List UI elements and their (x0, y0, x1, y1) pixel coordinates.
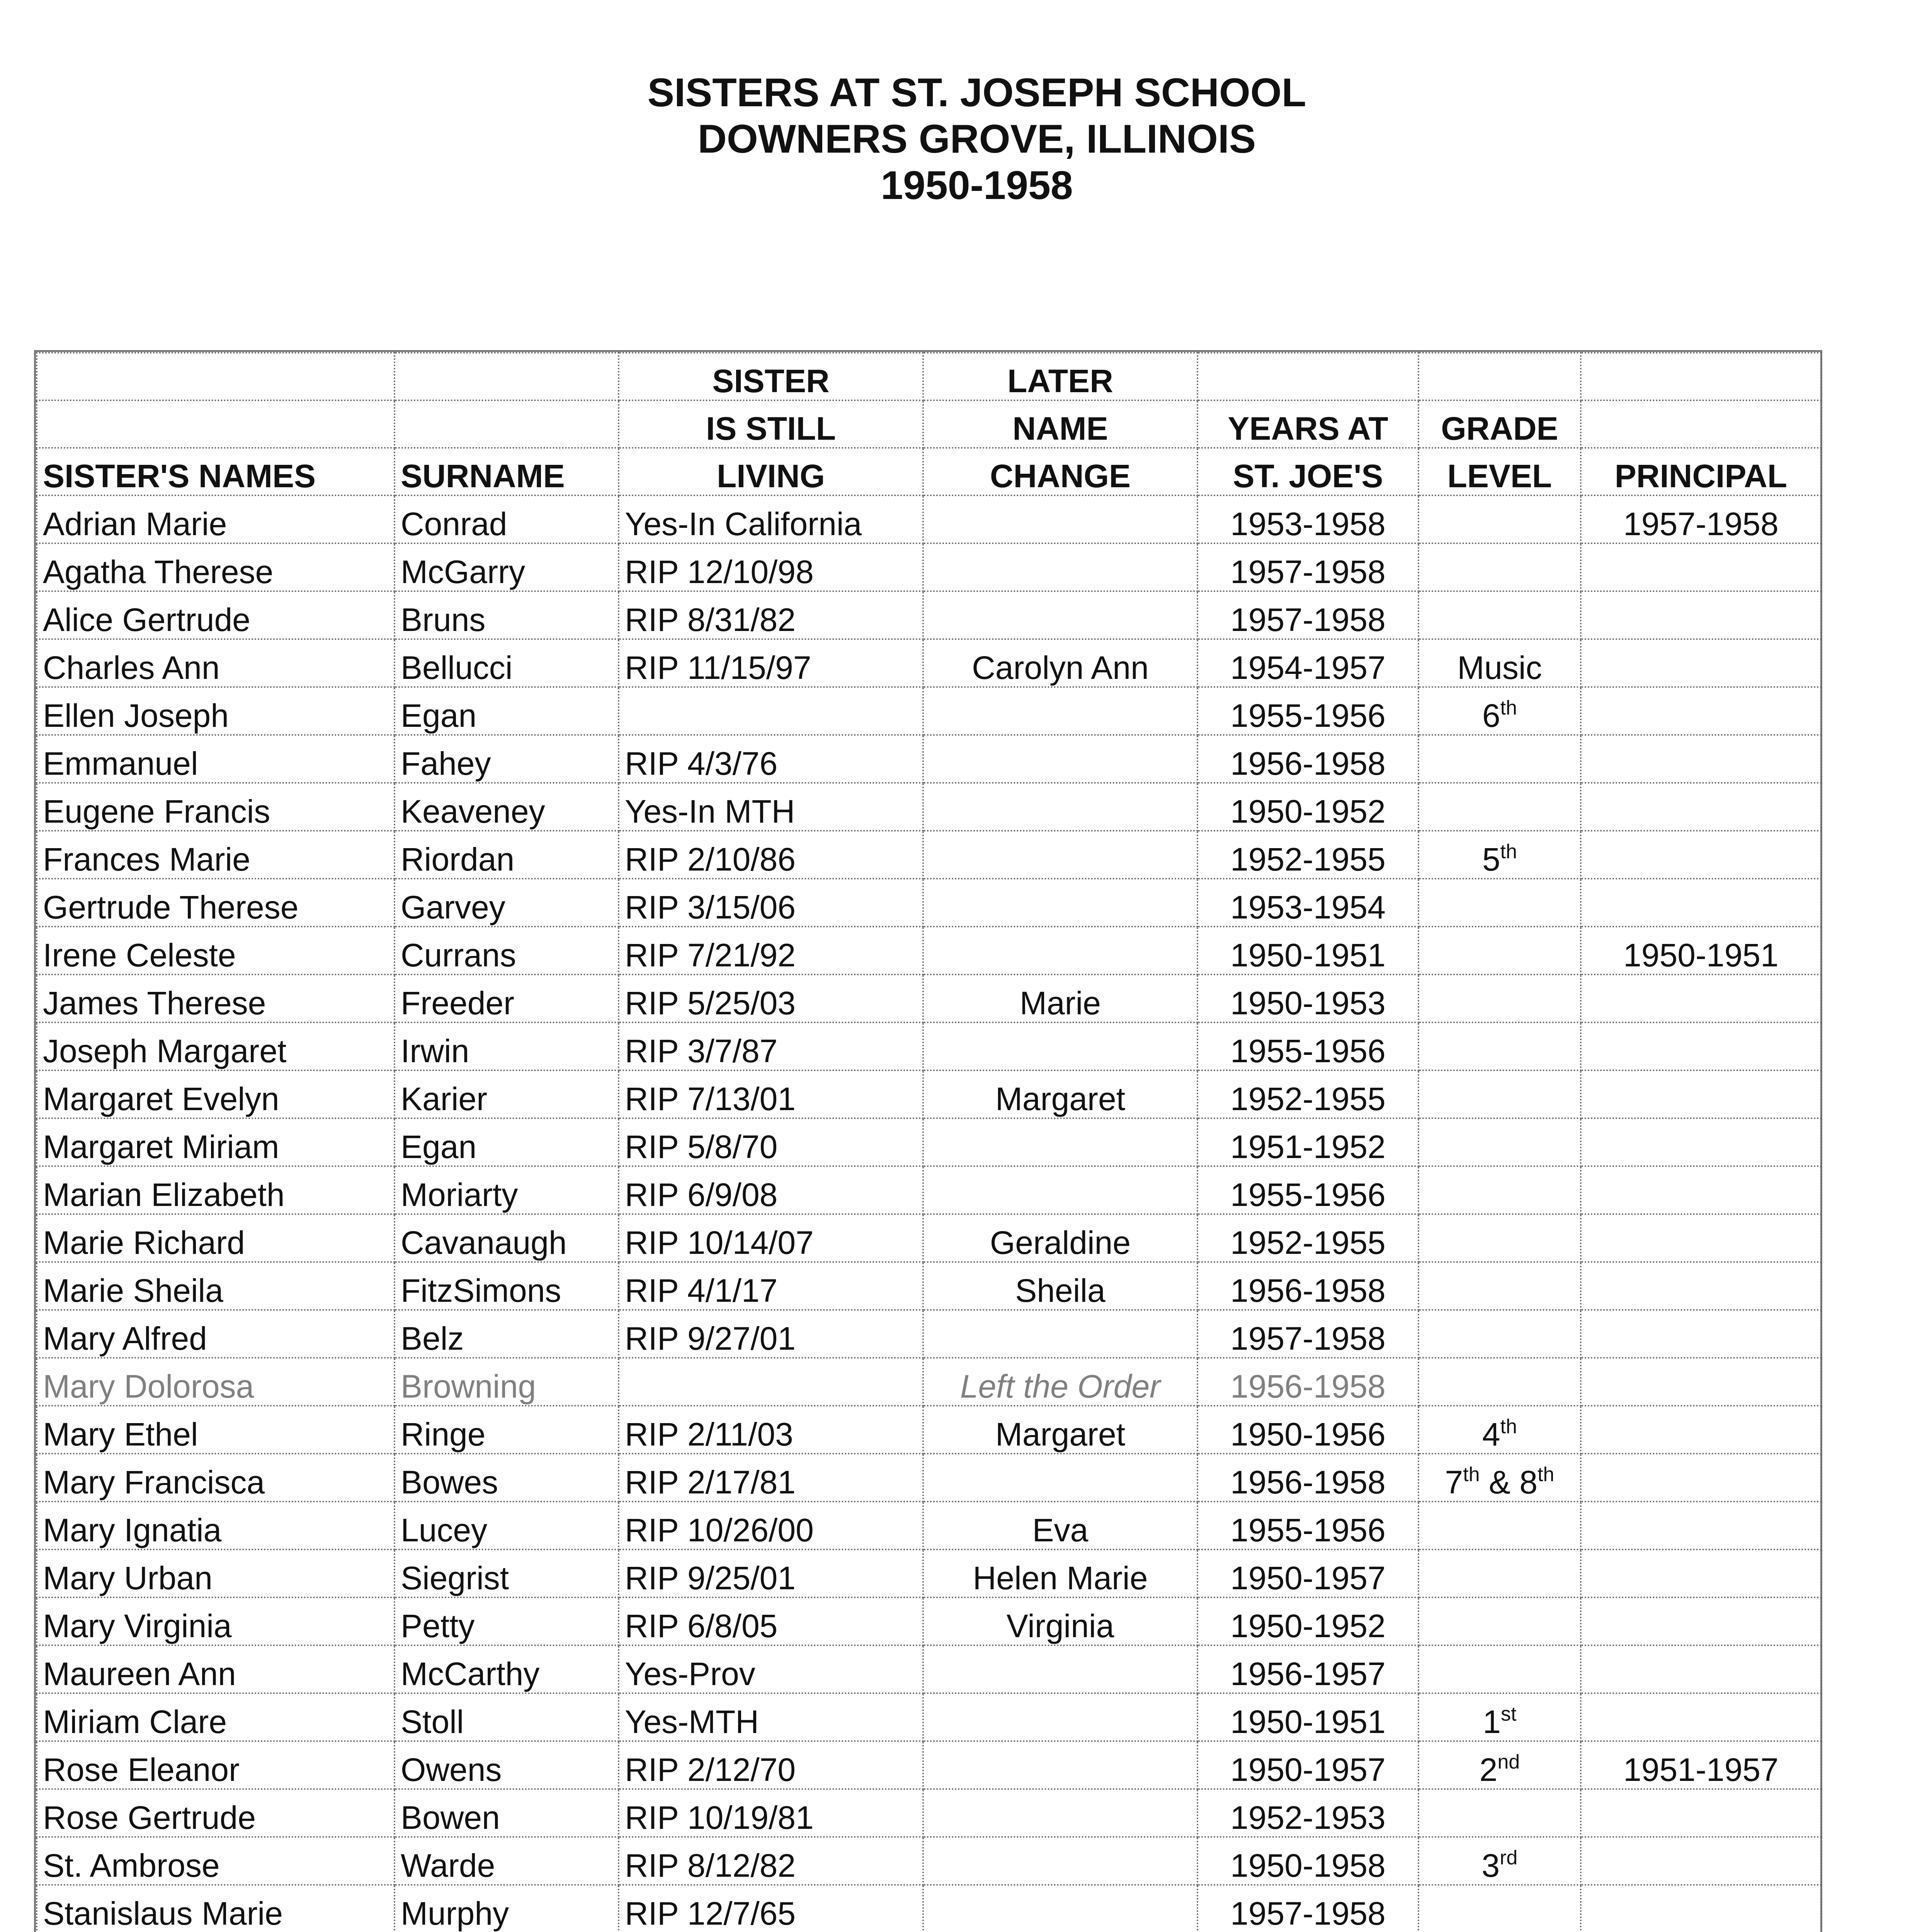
cell-grade (1418, 831, 1581, 879)
cell-living: RIP 4/1/17 (619, 1262, 923, 1310)
cell-principal (1581, 1454, 1821, 1502)
cell-name: Miriam Clare (37, 1693, 395, 1741)
cell-surname: Irwin (395, 1022, 619, 1070)
table-row (37, 1645, 1821, 1693)
title-line-2: DOWNERS GROVE, ILLINOIS (697, 117, 1256, 162)
cell-living: RIP 2/10/86 (619, 831, 923, 879)
cell-years: 1950-1951 (1197, 927, 1418, 975)
cell-name: Maureen Ann (37, 1645, 395, 1693)
cell-surname: FitzSimons (395, 1262, 619, 1310)
cell-surname: Browning (395, 1358, 619, 1406)
cell-later (923, 543, 1197, 591)
cell-grade (1418, 1262, 1581, 1310)
cell-later: Margaret (923, 1070, 1197, 1118)
cell-principal (1581, 1118, 1821, 1166)
cell-years: 1953-1958 (1197, 495, 1418, 543)
header-cell: CHANGE (923, 448, 1197, 495)
cell-later (923, 1118, 1197, 1166)
grade-value: Music (1457, 650, 1542, 686)
cell-principal (1581, 783, 1821, 831)
cell-later (923, 687, 1197, 735)
cell-living: RIP 2/17/81 (619, 1454, 923, 1502)
cell-name: Mary Ignatia (37, 1502, 395, 1549)
cell-surname: Keaveney (395, 783, 619, 831)
cell-name: Irene Celeste (37, 927, 395, 975)
cell-grade (1418, 543, 1581, 591)
cell-grade (1418, 1118, 1581, 1166)
cell-later: Margaret (923, 1406, 1197, 1454)
cell-living: RIP 10/14/07 (619, 1214, 923, 1262)
grade-value: 1 (1483, 1704, 1501, 1740)
cell-living: RIP 2/11/03 (619, 1406, 923, 1454)
cell-living: RIP 12/10/98 (619, 543, 923, 591)
cell-name: Mary Ethel (37, 1406, 395, 1454)
cell-later (923, 1885, 1197, 1932)
table-row (37, 831, 1821, 879)
table-row (37, 591, 1821, 639)
cell-years: 1950-1952 (1197, 1597, 1418, 1645)
cell-later (923, 591, 1197, 639)
table-row (37, 687, 1821, 735)
cell-years: 1956-1958 (1197, 1262, 1418, 1310)
cell-living: RIP 12/7/65 (619, 1885, 923, 1932)
cell-name: Mary Urban (37, 1549, 395, 1597)
cell-years: 1952-1953 (1197, 1789, 1418, 1837)
cell-years: 1955-1956 (1197, 687, 1418, 735)
cell-living: RIP 8/12/82 (619, 1837, 923, 1885)
cell-grade (1418, 1502, 1581, 1549)
cell-grade (1418, 495, 1581, 543)
grade-ordinal-suffix: th (1500, 697, 1517, 719)
cell-name: Margaret Evelyn (37, 1070, 395, 1118)
cell-grade (1418, 639, 1581, 687)
cell-name: Marie Richard (37, 1214, 395, 1262)
cell-living: RIP 2/12/70 (619, 1741, 923, 1789)
cell-grade (1418, 1406, 1581, 1454)
cell-later: Helen Marie (923, 1549, 1197, 1597)
header-cell (1581, 353, 1821, 400)
cell-living: RIP 7/21/92 (619, 927, 923, 975)
cell-years: 1950-1953 (1197, 975, 1418, 1022)
cell-name: Gertrude Therese (37, 879, 395, 927)
cell-principal (1581, 1502, 1821, 1549)
header-cell (1418, 353, 1581, 400)
grade-value: 7 (1445, 1464, 1463, 1500)
cell-later (923, 879, 1197, 927)
cell-principal (1581, 975, 1821, 1022)
cell-living: RIP 9/25/01 (619, 1549, 923, 1597)
header-row-row1 (37, 353, 1821, 400)
cell-name: Agatha Therese (37, 543, 395, 591)
cell-surname: Egan (395, 1118, 619, 1166)
document-title (0, 70, 1932, 209)
cell-surname: Owens (395, 1741, 619, 1789)
cell-living: RIP 9/27/01 (619, 1310, 923, 1358)
cell-grade (1418, 1022, 1581, 1070)
cell-grade (1418, 1741, 1581, 1789)
cell-grade (1418, 1693, 1581, 1741)
grade-ordinal-suffix-second: th (1537, 1463, 1554, 1486)
cell-later: Eva (923, 1502, 1197, 1549)
cell-surname: Egan (395, 687, 619, 735)
cell-later (923, 783, 1197, 831)
cell-name: Marie Sheila (37, 1262, 395, 1310)
header-cell (37, 353, 395, 400)
grade-ordinal-suffix: nd (1497, 1751, 1520, 1773)
cell-surname: Karier (395, 1070, 619, 1118)
table-row (37, 1022, 1821, 1070)
cell-grade (1418, 879, 1581, 927)
cell-years: 1952-1955 (1197, 1070, 1418, 1118)
header-cell: SISTER (619, 353, 923, 400)
table-row (37, 1166, 1821, 1214)
cell-living: RIP 8/31/82 (619, 591, 923, 639)
header-row-row2 (37, 400, 1821, 448)
cell-principal (1581, 1022, 1821, 1070)
table-row (37, 1597, 1821, 1645)
table-row (37, 1310, 1821, 1358)
cell-grade (1418, 1549, 1581, 1597)
cell-grade (1418, 1070, 1581, 1118)
cell-years: 1953-1954 (1197, 879, 1418, 927)
cell-surname: Bruns (395, 591, 619, 639)
table-row (37, 1358, 1821, 1406)
cell-years: 1951-1952 (1197, 1118, 1418, 1166)
cell-years: 1950-1951 (1197, 1693, 1418, 1741)
grade-ordinal-suffix: th (1500, 840, 1517, 863)
grade-ordinal-suffix: th (1500, 1415, 1517, 1438)
title-line-3: 1950-1958 (881, 163, 1073, 208)
title-line-1: SISTERS AT ST. JOSEPH SCHOOL (647, 70, 1306, 115)
cell-later (923, 927, 1197, 975)
cell-grade (1418, 1166, 1581, 1214)
cell-years: 1954-1957 (1197, 639, 1418, 687)
cell-principal (1581, 831, 1821, 879)
cell-living: RIP 7/13/01 (619, 1070, 923, 1118)
cell-years: 1952-1955 (1197, 1214, 1418, 1262)
cell-grade (1418, 1597, 1581, 1645)
grade-ordinal-suffix: rd (1500, 1847, 1518, 1869)
cell-later (923, 1022, 1197, 1070)
cell-principal (1581, 879, 1821, 927)
cell-years: 1956-1958 (1197, 735, 1418, 783)
cell-later: Marie (923, 975, 1197, 1022)
cell-living: RIP 5/25/03 (619, 975, 923, 1022)
cell-name: Rose Gertrude (37, 1789, 395, 1837)
cell-grade (1418, 687, 1581, 735)
cell-later (923, 1837, 1197, 1885)
header-cell: SURNAME (395, 448, 619, 495)
grade-ordinal-suffix: st (1501, 1703, 1517, 1725)
cell-name: Charles Ann (37, 639, 395, 687)
header-cell: SISTER'S NAMES (37, 448, 395, 495)
cell-later: Carolyn Ann (923, 639, 1197, 687)
table-row (37, 495, 1821, 543)
header-cell: LATER (923, 353, 1197, 400)
table-row (37, 975, 1821, 1022)
cell-years: 1950-1956 (1197, 1406, 1418, 1454)
grade-value: 3 (1481, 1847, 1500, 1884)
cell-surname: Siegrist (395, 1549, 619, 1597)
cell-surname: Stoll (395, 1693, 619, 1741)
cell-surname: McGarry (395, 543, 619, 591)
cell-grade (1418, 591, 1581, 639)
cell-name: Mary Alfred (37, 1310, 395, 1358)
cell-grade (1418, 1454, 1581, 1502)
cell-grade (1418, 1885, 1581, 1932)
cell-principal (1581, 1789, 1821, 1837)
cell-principal: 1957-1958 (1581, 495, 1821, 543)
cell-grade (1418, 735, 1581, 783)
cell-years: 1956-1957 (1197, 1645, 1418, 1693)
cell-name: Eugene Francis (37, 783, 395, 831)
table-row (37, 1262, 1821, 1310)
cell-name: James Therese (37, 975, 395, 1022)
cell-surname: Garvey (395, 879, 619, 927)
cell-later (923, 1645, 1197, 1693)
cell-surname: Currans (395, 927, 619, 975)
table-row (37, 783, 1821, 831)
cell-later: Left the Order (923, 1358, 1197, 1406)
cell-living: RIP 3/7/87 (619, 1022, 923, 1070)
cell-name: Mary Virginia (37, 1597, 395, 1645)
header-cell (1581, 400, 1821, 448)
cell-name: Stanislaus Marie (37, 1885, 395, 1932)
sisters-table-frame (34, 350, 1822, 1932)
table-row (37, 1885, 1821, 1932)
cell-living: RIP 3/15/06 (619, 879, 923, 927)
cell-principal (1581, 735, 1821, 783)
cell-name: Frances Marie (37, 831, 395, 879)
cell-principal (1581, 1549, 1821, 1597)
cell-later (923, 495, 1197, 543)
header-cell (395, 353, 619, 400)
cell-years: 1957-1958 (1197, 543, 1418, 591)
cell-name: Marian Elizabeth (37, 1166, 395, 1214)
cell-principal (1581, 687, 1821, 735)
header-cell: PRINCIPAL (1581, 448, 1821, 495)
table-row (37, 1454, 1821, 1502)
cell-years: 1957-1958 (1197, 591, 1418, 639)
grade-value: 6 (1482, 697, 1500, 734)
table-row (37, 1214, 1821, 1262)
cell-principal (1581, 1693, 1821, 1741)
cell-name: Emmanuel (37, 735, 395, 783)
cell-surname: Petty (395, 1597, 619, 1645)
cell-principal (1581, 1597, 1821, 1645)
cell-years: 1952-1955 (1197, 831, 1418, 879)
cell-surname: Warde (395, 1837, 619, 1885)
cell-living: RIP 11/15/97 (619, 639, 923, 687)
cell-living: Yes-In California (619, 495, 923, 543)
cell-living: RIP 5/8/70 (619, 1118, 923, 1166)
table-row (37, 1118, 1821, 1166)
cell-living: RIP 4/3/76 (619, 735, 923, 783)
cell-principal (1581, 543, 1821, 591)
cell-surname: Bowes (395, 1454, 619, 1502)
cell-principal: 1950-1951 (1581, 927, 1821, 975)
cell-grade (1418, 1310, 1581, 1358)
cell-living (619, 1358, 923, 1406)
cell-grade (1418, 1789, 1581, 1837)
cell-grade (1418, 1837, 1581, 1885)
cell-years: 1950-1952 (1197, 783, 1418, 831)
cell-grade (1418, 1645, 1581, 1693)
cell-later: Geraldine (923, 1214, 1197, 1262)
cell-name: St. Ambrose (37, 1837, 395, 1885)
cell-later (923, 1741, 1197, 1789)
header-cell: ST. JOE'S (1197, 448, 1418, 495)
cell-principal (1581, 1310, 1821, 1358)
cell-surname: Freeder (395, 975, 619, 1022)
cell-living: Yes-In MTH (619, 783, 923, 831)
cell-years: 1950-1958 (1197, 1837, 1418, 1885)
cell-principal (1581, 639, 1821, 687)
cell-later (923, 735, 1197, 783)
header-cell (37, 400, 395, 448)
table-row (37, 1070, 1821, 1118)
cell-name: Mary Francisca (37, 1454, 395, 1502)
cell-principal (1581, 1885, 1821, 1932)
table-row (37, 639, 1821, 687)
table-row (37, 1837, 1821, 1885)
cell-principal (1581, 1406, 1821, 1454)
grade-value: 2 (1479, 1752, 1498, 1788)
cell-later: Virginia (923, 1597, 1197, 1645)
grade-ordinal-suffix: th (1463, 1463, 1480, 1486)
cell-surname: Belz (395, 1310, 619, 1358)
cell-years: 1950-1957 (1197, 1741, 1418, 1789)
cell-surname: Bellucci (395, 639, 619, 687)
cell-later (923, 1454, 1197, 1502)
cell-later (923, 1789, 1197, 1837)
cell-principal (1581, 591, 1821, 639)
cell-years: 1955-1956 (1197, 1166, 1418, 1214)
cell-surname: Bowen (395, 1789, 619, 1837)
cell-grade (1418, 927, 1581, 975)
cell-name: Mary Dolorosa (37, 1358, 395, 1406)
cell-principal (1581, 1358, 1821, 1406)
header-cell (395, 400, 619, 448)
cell-principal (1581, 1262, 1821, 1310)
cell-surname: Conrad (395, 495, 619, 543)
cell-surname: Murphy (395, 1885, 619, 1932)
header-cell: YEARS AT (1197, 400, 1418, 448)
cell-surname: Cavanaugh (395, 1214, 619, 1262)
cell-principal (1581, 1837, 1821, 1885)
cell-years: 1957-1958 (1197, 1885, 1418, 1932)
cell-later (923, 831, 1197, 879)
table-row (37, 1741, 1821, 1789)
header-cell: NAME (923, 400, 1197, 448)
cell-surname: Lucey (395, 1502, 619, 1549)
cell-later: Sheila (923, 1262, 1197, 1310)
cell-living: RIP 6/8/05 (619, 1597, 923, 1645)
table-row (37, 879, 1821, 927)
cell-surname: Riordan (395, 831, 619, 879)
cell-living: RIP 6/9/08 (619, 1166, 923, 1214)
table-row (37, 1549, 1821, 1597)
cell-principal (1581, 1070, 1821, 1118)
cell-grade (1418, 783, 1581, 831)
table-row (37, 1502, 1821, 1549)
cell-name: Adrian Marie (37, 495, 395, 543)
cell-living: Yes-MTH (619, 1693, 923, 1741)
sisters-table (36, 352, 1822, 1932)
cell-years: 1950-1957 (1197, 1549, 1418, 1597)
cell-surname: Ringe (395, 1406, 619, 1454)
cell-surname: Fahey (395, 735, 619, 783)
table-row (37, 1693, 1821, 1741)
cell-grade (1418, 1358, 1581, 1406)
header-row-row3 (37, 448, 1821, 495)
cell-living: RIP 10/19/81 (619, 1789, 923, 1837)
cell-principal (1581, 1214, 1821, 1262)
cell-later (923, 1166, 1197, 1214)
header-cell: IS STILL (619, 400, 923, 448)
cell-name: Alice Gertrude (37, 591, 395, 639)
cell-grade (1418, 975, 1581, 1022)
cell-name: Rose Eleanor (37, 1741, 395, 1789)
cell-name: Margaret Miriam (37, 1118, 395, 1166)
cell-name: Ellen Joseph (37, 687, 395, 735)
table-row (37, 735, 1821, 783)
cell-years: 1956-1958 (1197, 1454, 1418, 1502)
cell-later (923, 1310, 1197, 1358)
header-cell (1197, 353, 1418, 400)
cell-years: 1957-1958 (1197, 1310, 1418, 1358)
table-row (37, 543, 1821, 591)
cell-years: 1956-1958 (1197, 1358, 1418, 1406)
header-cell: GRADE (1418, 400, 1581, 448)
cell-grade (1418, 1214, 1581, 1262)
table-row (37, 1789, 1821, 1837)
cell-name: Joseph Margaret (37, 1022, 395, 1070)
grade-value-second: & 8 (1480, 1464, 1538, 1500)
cell-living (619, 687, 923, 735)
cell-principal: 1951-1957 (1581, 1741, 1821, 1789)
cell-living: Yes-Prov (619, 1645, 923, 1693)
cell-years: 1955-1956 (1197, 1022, 1418, 1070)
cell-surname: McCarthy (395, 1645, 619, 1693)
header-cell: LEVEL (1418, 448, 1581, 495)
grade-value: 5 (1482, 841, 1500, 878)
cell-living: RIP 10/26/00 (619, 1502, 923, 1549)
table-row (37, 1406, 1821, 1454)
cell-later (923, 1693, 1197, 1741)
cell-years: 1955-1956 (1197, 1502, 1418, 1549)
header-cell: LIVING (619, 448, 923, 495)
grade-value: 4 (1482, 1416, 1500, 1452)
cell-principal (1581, 1166, 1821, 1214)
table-row (37, 927, 1821, 975)
cell-surname: Moriarty (395, 1166, 619, 1214)
cell-principal (1581, 1645, 1821, 1693)
